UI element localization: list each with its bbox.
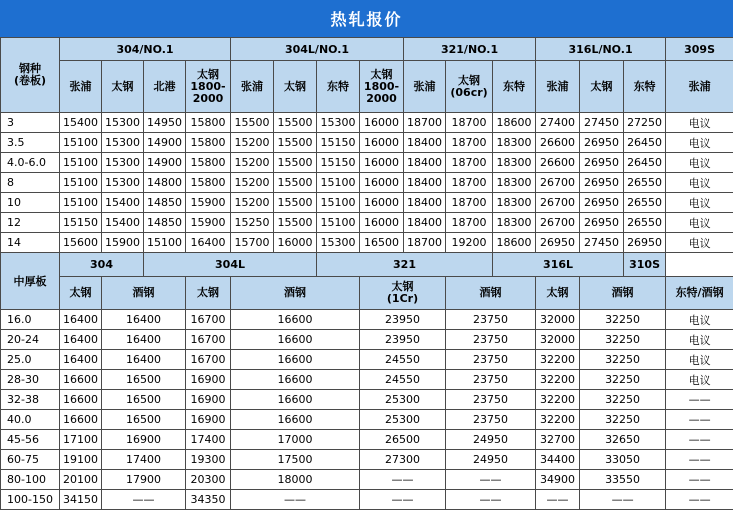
price-cell: 15100: [60, 173, 102, 193]
row-label: 3.5: [1, 133, 60, 153]
price-cell: 26950: [580, 133, 624, 153]
price-cell: 26550: [624, 193, 666, 213]
price-cell: 27450: [580, 233, 624, 253]
group-header: 304L: [144, 253, 317, 277]
group-header: 310S: [624, 253, 666, 277]
group-header: 316L/NO.1: [536, 38, 666, 61]
price-cell: 17400: [186, 430, 231, 450]
price-cell: 18600: [493, 113, 536, 133]
price-cell: 15200: [231, 173, 274, 193]
price-cell: 16000: [360, 153, 404, 173]
table-row: [1, 430, 733, 450]
price-cell: 16700: [186, 310, 231, 330]
price-cell: 26550: [624, 213, 666, 233]
table-row: [1, 153, 733, 173]
price-cell: 18700: [446, 153, 493, 173]
price-cell: 15300: [317, 113, 360, 133]
price-cell: 18300: [493, 213, 536, 233]
price-cell: 32250: [580, 350, 666, 370]
price-cell: 32000: [536, 310, 580, 330]
price-cell: 18600: [493, 233, 536, 253]
column-header: 张浦: [231, 61, 274, 113]
price-cell: 18300: [493, 193, 536, 213]
price-cell: 16900: [186, 410, 231, 430]
price-cell: 23750: [446, 350, 536, 370]
price-cell: 16400: [186, 233, 231, 253]
row-label: 20-24: [1, 330, 60, 350]
price-cell: 26950: [580, 213, 624, 233]
price-cell: 15100: [317, 173, 360, 193]
price-cell: 18700: [446, 113, 493, 133]
price-cell: 19200: [446, 233, 493, 253]
price-cell: 32000: [536, 330, 580, 350]
coil-row-header: 钢种 (卷板): [1, 38, 60, 113]
column-header: 酒钢: [102, 277, 186, 310]
price-cell: 电议: [666, 133, 733, 153]
price-cell: ——: [446, 470, 536, 490]
row-label: 3: [1, 113, 60, 133]
price-cell: 16600: [231, 370, 360, 390]
price-cell: 15300: [102, 153, 144, 173]
column-header: 酒钢: [580, 277, 666, 310]
price-cell: 16500: [102, 410, 186, 430]
row-label: 4.0-6.0: [1, 153, 60, 173]
group-header: 304: [60, 253, 144, 277]
price-cell: ——: [360, 490, 446, 510]
price-cell: 32250: [580, 410, 666, 430]
hot-rolled-coil-section: [1, 38, 733, 253]
price-cell: 16000: [360, 173, 404, 193]
price-cell: 电议: [666, 153, 733, 173]
price-cell: 18300: [493, 173, 536, 193]
price-cell: 14850: [144, 193, 186, 213]
price-cell: 15150: [317, 133, 360, 153]
price-cell: 16700: [186, 330, 231, 350]
price-cell: 15300: [317, 233, 360, 253]
price-cell: 17900: [102, 470, 186, 490]
row-label: 14: [1, 233, 60, 253]
price-cell: 18700: [446, 133, 493, 153]
row-label: 16.0: [1, 310, 60, 330]
price-cell: ——: [666, 450, 733, 470]
price-cell: 16000: [360, 133, 404, 153]
price-cell: 26600: [536, 133, 580, 153]
price-cell: 16600: [60, 410, 102, 430]
row-label: 28-30: [1, 370, 60, 390]
price-cell: 15500: [274, 213, 317, 233]
table-row: [1, 310, 733, 330]
column-header: 张浦: [404, 61, 446, 113]
price-cell: 26700: [536, 213, 580, 233]
column-header: 太钢: [536, 277, 580, 310]
table-row: [1, 350, 733, 370]
price-cell: 23750: [446, 370, 536, 390]
price-cell: 19300: [186, 450, 231, 470]
price-cell: 15400: [102, 213, 144, 233]
price-cell: ——: [102, 490, 186, 510]
table-row: [1, 213, 733, 233]
table-row: [1, 450, 733, 470]
row-label: 25.0: [1, 350, 60, 370]
price-cell: 26950: [624, 233, 666, 253]
price-cell: 32250: [580, 370, 666, 390]
column-header: 东特/酒钢: [666, 277, 733, 310]
price-cell: 15100: [60, 133, 102, 153]
table-row: [1, 330, 733, 350]
price-cell: 26950: [580, 193, 624, 213]
price-cell: 16500: [102, 390, 186, 410]
price-cell: 15500: [274, 173, 317, 193]
price-cell: 18300: [493, 133, 536, 153]
price-cell: 32700: [536, 430, 580, 450]
price-cell: 25300: [360, 410, 446, 430]
price-cell: 电议: [666, 330, 733, 350]
table-row: [1, 133, 733, 153]
price-cell: 15100: [317, 213, 360, 233]
price-cell: 15800: [186, 153, 231, 173]
column-header: 太钢: [274, 61, 317, 113]
price-cell: 16900: [186, 390, 231, 410]
group-header: 316L: [493, 253, 624, 277]
medium-thick-plate-section: [1, 253, 733, 510]
price-cell: 18700: [446, 173, 493, 193]
price-cell: 15200: [231, 133, 274, 153]
price-cell: 16400: [102, 350, 186, 370]
price-cell: 16400: [60, 310, 102, 330]
price-cell: 15800: [186, 173, 231, 193]
column-header: 东特: [624, 61, 666, 113]
price-cell: 15600: [60, 233, 102, 253]
price-cell: 15900: [186, 193, 231, 213]
price-cell: 16000: [360, 213, 404, 233]
row-label: 60-75: [1, 450, 60, 470]
price-cell: 16600: [231, 350, 360, 370]
column-header: 太钢 1800- 2000: [186, 61, 231, 113]
price-cell: 32200: [536, 350, 580, 370]
price-cell: 32200: [536, 370, 580, 390]
price-cell: 16000: [360, 193, 404, 213]
price-cell: 电议: [666, 310, 733, 330]
price-cell: 23750: [446, 310, 536, 330]
price-cell: 18400: [404, 133, 446, 153]
price-cell: 15800: [186, 133, 231, 153]
price-cell: 27450: [580, 113, 624, 133]
price-cell: ——: [536, 490, 580, 510]
price-cell: 17500: [231, 450, 360, 470]
price-cell: 18400: [404, 153, 446, 173]
plate-row-header: 中厚板: [1, 253, 60, 310]
price-cell: 15300: [102, 113, 144, 133]
price-cell: 27400: [536, 113, 580, 133]
price-cell: ——: [580, 490, 666, 510]
price-cell: 32200: [536, 410, 580, 430]
price-cell: 18400: [404, 213, 446, 233]
table-row: [1, 193, 733, 213]
row-label: 32-38: [1, 390, 60, 410]
price-cell: 15700: [231, 233, 274, 253]
price-cell: 15300: [102, 173, 144, 193]
price-cell: 16400: [102, 310, 186, 330]
price-cell: 33550: [580, 470, 666, 490]
price-cell: 18400: [404, 173, 446, 193]
column-header: 太钢: [580, 61, 624, 113]
group-header: 304/NO.1: [60, 38, 231, 61]
column-header: 张浦: [666, 61, 733, 113]
price-cell: 24550: [360, 370, 446, 390]
price-cell: 18400: [404, 193, 446, 213]
price-cell: 26600: [536, 153, 580, 173]
column-header: 东特: [317, 61, 360, 113]
price-cell: 20300: [186, 470, 231, 490]
price-cell: 24950: [446, 430, 536, 450]
column-header: 酒钢: [231, 277, 360, 310]
price-cell: 15100: [317, 193, 360, 213]
column-header: 太钢 (1Cr): [360, 277, 446, 310]
price-cell: 32250: [580, 390, 666, 410]
price-cell: 18000: [231, 470, 360, 490]
price-cell: 15900: [186, 213, 231, 233]
table-row: [1, 173, 733, 193]
table-row: [1, 470, 733, 490]
price-cell: 17000: [231, 430, 360, 450]
price-cell: 16400: [60, 350, 102, 370]
price-cell: 18700: [446, 193, 493, 213]
price-cell: 20100: [60, 470, 102, 490]
price-cell: 15900: [102, 233, 144, 253]
price-cell: 电议: [666, 350, 733, 370]
price-cell: 26450: [624, 153, 666, 173]
price-cell: 27300: [360, 450, 446, 470]
price-cell: 23950: [360, 310, 446, 330]
group-header: 321: [317, 253, 493, 277]
price-cell: 电议: [666, 233, 733, 253]
price-cell: 17100: [60, 430, 102, 450]
price-cell: 26700: [536, 173, 580, 193]
group-header: 309S: [666, 38, 733, 61]
row-label: 100-150: [1, 490, 60, 510]
price-cell: 25300: [360, 390, 446, 410]
price-cell: 34350: [186, 490, 231, 510]
price-cell: 电议: [666, 113, 733, 133]
price-cell: ——: [360, 470, 446, 490]
price-cell: 32200: [536, 390, 580, 410]
price-cell: 34150: [60, 490, 102, 510]
price-cell: 18700: [404, 233, 446, 253]
price-cell: ——: [666, 390, 733, 410]
price-cell: ——: [446, 490, 536, 510]
price-cell: 15400: [60, 113, 102, 133]
price-cell: ——: [666, 430, 733, 450]
price-cell: 16400: [60, 330, 102, 350]
price-cell: 16900: [102, 430, 186, 450]
column-header: 张浦: [60, 61, 102, 113]
price-cell: 15100: [60, 193, 102, 213]
table-row: [1, 370, 733, 390]
column-header: 太钢: [102, 61, 144, 113]
price-cell: 15300: [102, 133, 144, 153]
row-label: 8: [1, 173, 60, 193]
price-cell: 15500: [274, 193, 317, 213]
price-table: [0, 37, 733, 510]
price-cell: 19100: [60, 450, 102, 470]
price-cell: 18300: [493, 153, 536, 173]
price-cell: 16600: [231, 330, 360, 350]
price-cell: 15500: [274, 153, 317, 173]
price-cell: 电议: [666, 193, 733, 213]
column-header: 酒钢: [446, 277, 536, 310]
column-header: 北港: [144, 61, 186, 113]
row-label: 10: [1, 193, 60, 213]
price-cell: 32250: [580, 330, 666, 350]
column-header: 张浦: [536, 61, 580, 113]
column-header: 东特: [493, 61, 536, 113]
price-cell: ——: [666, 410, 733, 430]
price-cell: 18700: [446, 213, 493, 233]
column-header: 太钢 1800- 2000: [360, 61, 404, 113]
price-cell: 电议: [666, 173, 733, 193]
price-cell: 17400: [102, 450, 186, 470]
table-row: [1, 233, 733, 253]
price-cell: 23750: [446, 330, 536, 350]
price-cell: 15500: [231, 113, 274, 133]
price-cell: 26950: [580, 153, 624, 173]
price-cell: 电议: [666, 370, 733, 390]
price-cell: 15400: [102, 193, 144, 213]
table-row: [1, 390, 733, 410]
price-cell: 15100: [60, 153, 102, 173]
price-cell: 26500: [360, 430, 446, 450]
price-cell: 26700: [536, 193, 580, 213]
column-header: 太钢: [186, 277, 231, 310]
price-cell: 18700: [404, 113, 446, 133]
price-cell: 14850: [144, 213, 186, 233]
price-cell: 15250: [231, 213, 274, 233]
price-cell: 32650: [580, 430, 666, 450]
price-cell: 23750: [446, 390, 536, 410]
row-label: 80-100: [1, 470, 60, 490]
price-cell: 16500: [102, 370, 186, 390]
price-cell: 34900: [536, 470, 580, 490]
price-cell: 15500: [274, 113, 317, 133]
price-cell: 24950: [446, 450, 536, 470]
row-label: 40.0: [1, 410, 60, 430]
table-row: [1, 410, 733, 430]
price-cell: 26450: [624, 133, 666, 153]
column-header: 太钢: [60, 277, 102, 310]
row-label: 12: [1, 213, 60, 233]
table-row: [1, 113, 733, 133]
price-cell: 14900: [144, 153, 186, 173]
group-header: 321/NO.1: [404, 38, 536, 61]
price-cell: 16600: [60, 370, 102, 390]
price-cell: 15500: [274, 133, 317, 153]
price-cell: 15200: [231, 153, 274, 173]
price-cell: 26950: [580, 173, 624, 193]
price-cell: 26950: [536, 233, 580, 253]
price-cell: 27250: [624, 113, 666, 133]
price-cell: 15200: [231, 193, 274, 213]
price-cell: 26550: [624, 173, 666, 193]
price-cell: 33050: [580, 450, 666, 470]
price-cell: 15800: [186, 113, 231, 133]
page-title: 热轧报价: [0, 0, 733, 37]
price-cell: 16700: [186, 350, 231, 370]
price-cell: 16000: [274, 233, 317, 253]
price-cell: ——: [666, 490, 733, 510]
price-cell: 电议: [666, 213, 733, 233]
price-cell: 15150: [60, 213, 102, 233]
price-cell: 15100: [144, 233, 186, 253]
price-cell: 14800: [144, 173, 186, 193]
price-cell: ——: [666, 470, 733, 490]
price-cell: 14950: [144, 113, 186, 133]
price-cell: 16000: [360, 113, 404, 133]
price-cell: 16500: [360, 233, 404, 253]
price-cell: 32250: [580, 310, 666, 330]
price-cell: 34400: [536, 450, 580, 470]
price-cell: 15150: [317, 153, 360, 173]
price-cell: 24550: [360, 350, 446, 370]
price-cell: 16900: [186, 370, 231, 390]
column-header: 太钢 (06cr): [446, 61, 493, 113]
price-cell: 16400: [102, 330, 186, 350]
table-row: [1, 490, 733, 510]
group-header: 304L/NO.1: [231, 38, 404, 61]
price-cell: ——: [231, 490, 360, 510]
price-cell: 16600: [60, 390, 102, 410]
price-cell: 16600: [231, 310, 360, 330]
row-label: 45-56: [1, 430, 60, 450]
price-cell: 16600: [231, 390, 360, 410]
price-cell: 14900: [144, 133, 186, 153]
price-cell: 23750: [446, 410, 536, 430]
price-cell: 23950: [360, 330, 446, 350]
price-cell: 16600: [231, 410, 360, 430]
